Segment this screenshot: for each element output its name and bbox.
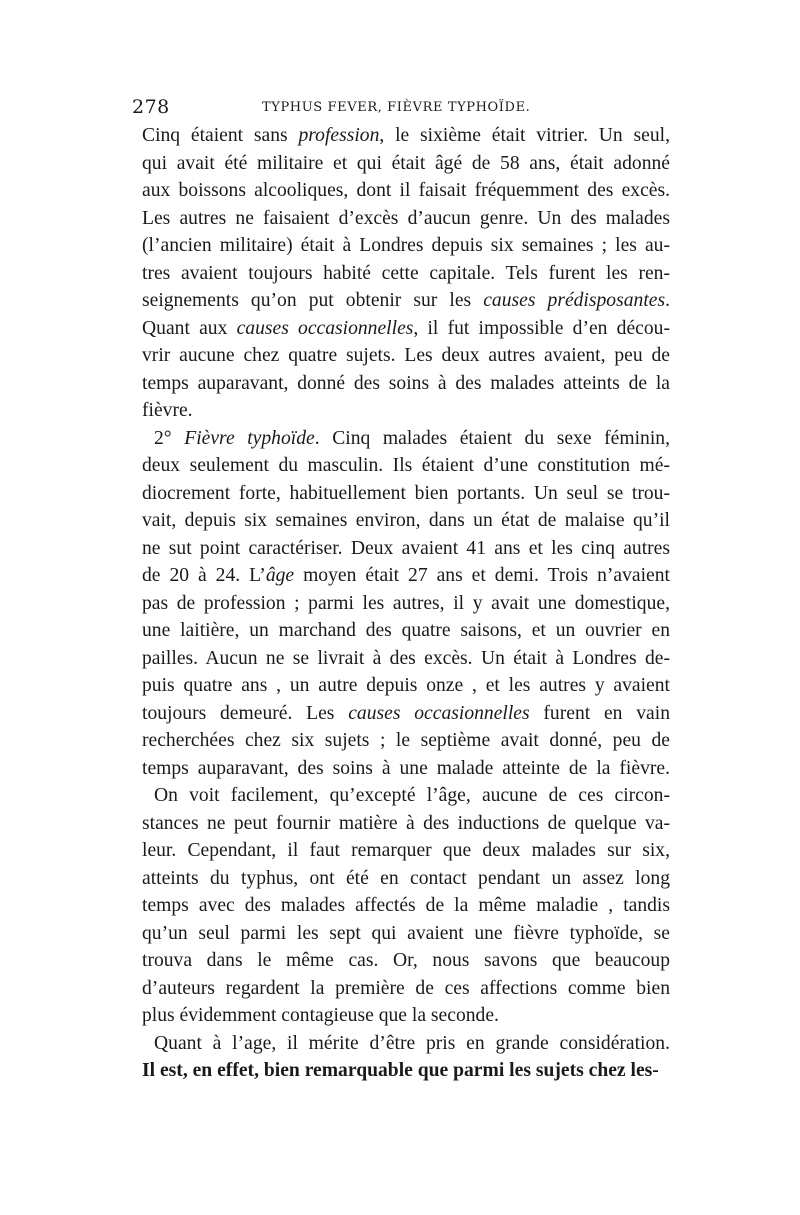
text-segment: d’auteurs regardent la première de ces affections comme bien	[142, 977, 670, 999]
text-segment: stances ne peut fournir matière à des inductions de quelque va-	[142, 812, 670, 834]
text-line	[142, 672, 670, 700]
text-line	[142, 452, 670, 480]
text-segment: deux seulement du masculin. Ils étaient d’une constitution mé-	[142, 455, 670, 476]
text-line	[142, 507, 670, 535]
text-segment: toujours demeuré. Les	[142, 702, 349, 724]
text-segment: trouva dans le même cas. Or, nous savons que beaucoup	[142, 950, 670, 971]
text-segment: recherchées chez six sujets ; le septième avait donné, peu de	[142, 730, 670, 751]
text-segment: Il est, en effet, bien remarquable que parmi les sujets chez les-	[142, 1060, 659, 1081]
text-line	[142, 177, 670, 205]
text-segment: temps auparavant, des soins à une malade atteinte de la fièvre.	[142, 757, 670, 779]
text-line	[142, 397, 670, 425]
text-segment: plus évidemment contagieuse que la seconde.	[142, 1005, 499, 1026]
text-segment: Quant à l’age, il mérite d’être pris en grande considération.	[154, 1032, 670, 1054]
italic-segment: âge	[265, 565, 295, 586]
text-line	[142, 205, 670, 233]
italic-segment: causes occasionnelles	[348, 702, 530, 724]
text-line	[142, 342, 670, 370]
text-segment: atteints du typhus, ont été en contact pendant un assez long	[142, 867, 670, 889]
text-segment: qui avait été militaire et qui était âgé de 58 ans, était adonné	[142, 152, 670, 174]
italic-segment: causes prédisposantes	[483, 290, 666, 311]
running-head	[132, 96, 672, 120]
text-line	[142, 727, 670, 755]
text-segment: Quant aux	[142, 317, 237, 339]
text-line	[142, 920, 670, 948]
page-number: 278	[132, 96, 170, 118]
text-segment: 2°	[154, 427, 185, 449]
text-segment: temps auparavant, donné des soins à des malades atteints de la	[142, 372, 670, 394]
text-line	[142, 1030, 670, 1058]
text-line	[142, 535, 670, 563]
text-line	[142, 425, 670, 453]
text-line	[142, 122, 670, 150]
text-line	[142, 260, 670, 288]
text-line	[142, 370, 670, 398]
text-line	[142, 590, 670, 618]
text-segment: . Cinq malades étaient du sexe féminin,	[314, 427, 670, 449]
text-segment: leur. Cependant, il faut remarquer que deux malades sur six,	[142, 840, 670, 861]
text-segment: Cinq étaient sans	[142, 125, 299, 146]
text-line	[142, 1057, 670, 1085]
italic-segment: profession	[298, 125, 380, 146]
body-text	[142, 122, 670, 1085]
text-segment: Les autres ne faisaient d’excès d’aucun genre. Un des malades	[142, 207, 670, 229]
text-segment: .	[665, 290, 670, 311]
text-line	[142, 287, 670, 315]
text-line	[142, 645, 670, 673]
text-segment: vait, depuis six semaines environ, dans un état de malaise qu’il	[142, 510, 670, 531]
text-segment: vrir aucune chez quatre sujets. Les deux autres avaient, peu de	[142, 345, 670, 366]
text-line	[142, 892, 670, 920]
text-segment: une laitière, un marchand des quatre saisons, et un ouvrier en	[142, 620, 670, 641]
italic-segment: Fièvre typhoïde	[184, 427, 315, 449]
text-line	[142, 1002, 670, 1030]
text-line	[142, 865, 670, 893]
text-segment: moyen était 27 ans et demi. Trois n’avaient	[294, 565, 670, 586]
text-line	[142, 150, 670, 178]
text-line	[142, 947, 670, 975]
text-segment: temps avec des malades affectés de la même maladie , tandis	[142, 895, 670, 916]
text-line	[142, 975, 670, 1003]
text-segment: ne sut point caractériser. Deux avaient 41 ans et les cinq autres	[142, 537, 670, 559]
text-line	[142, 700, 670, 728]
text-segment: qu’un seul parmi les sept qui avaient une fièvre typhoïde, se	[142, 922, 670, 944]
text-segment: pailles. Aucun ne se livrait à des excès. Un était à Londres de-	[142, 647, 670, 669]
text-line	[142, 782, 670, 810]
text-line	[142, 562, 670, 590]
text-segment: tres avaient toujours habité cette capitale. Tels furent les ren-	[142, 262, 670, 284]
text-segment: On voit facilement, qu’excepté l’âge, aucune de ces circon-	[154, 785, 670, 806]
text-segment: , le sixième était vitrier. Un seul,	[379, 125, 670, 146]
text-segment: diocrement forte, habituellement bien portants. Un seul se trou-	[142, 482, 670, 504]
italic-segment: causes occasionnelles	[236, 317, 414, 339]
running-title: TYPHUS FEVER, FIÈVRE TYPHOÏDE.	[262, 100, 531, 115]
text-line	[142, 755, 670, 783]
text-segment: de 20 à 24. L’	[142, 565, 266, 586]
text-segment: furent en vain	[529, 702, 670, 724]
text-segment: (l’ancien militaire) était à Londres depuis six semaines ; les au-	[142, 235, 670, 256]
text-line	[142, 617, 670, 645]
text-segment: pas de profession ; parmi les autres, il y avait une domestique,	[142, 592, 670, 614]
text-segment: aux boissons alcooliques, dont il faisait fréquemment des excès.	[142, 180, 670, 201]
text-line	[142, 315, 670, 343]
text-line	[142, 837, 670, 865]
text-line	[142, 232, 670, 260]
text-line	[142, 480, 670, 508]
text-segment: seignements qu’on put obtenir sur les	[142, 290, 484, 311]
text-segment: , il fut impossible d’en décou-	[413, 317, 670, 339]
text-segment: puis quatre ans , un autre depuis onze , et les autres y avaient	[142, 675, 670, 696]
text-line	[142, 810, 670, 838]
text-segment: fièvre.	[142, 400, 193, 421]
